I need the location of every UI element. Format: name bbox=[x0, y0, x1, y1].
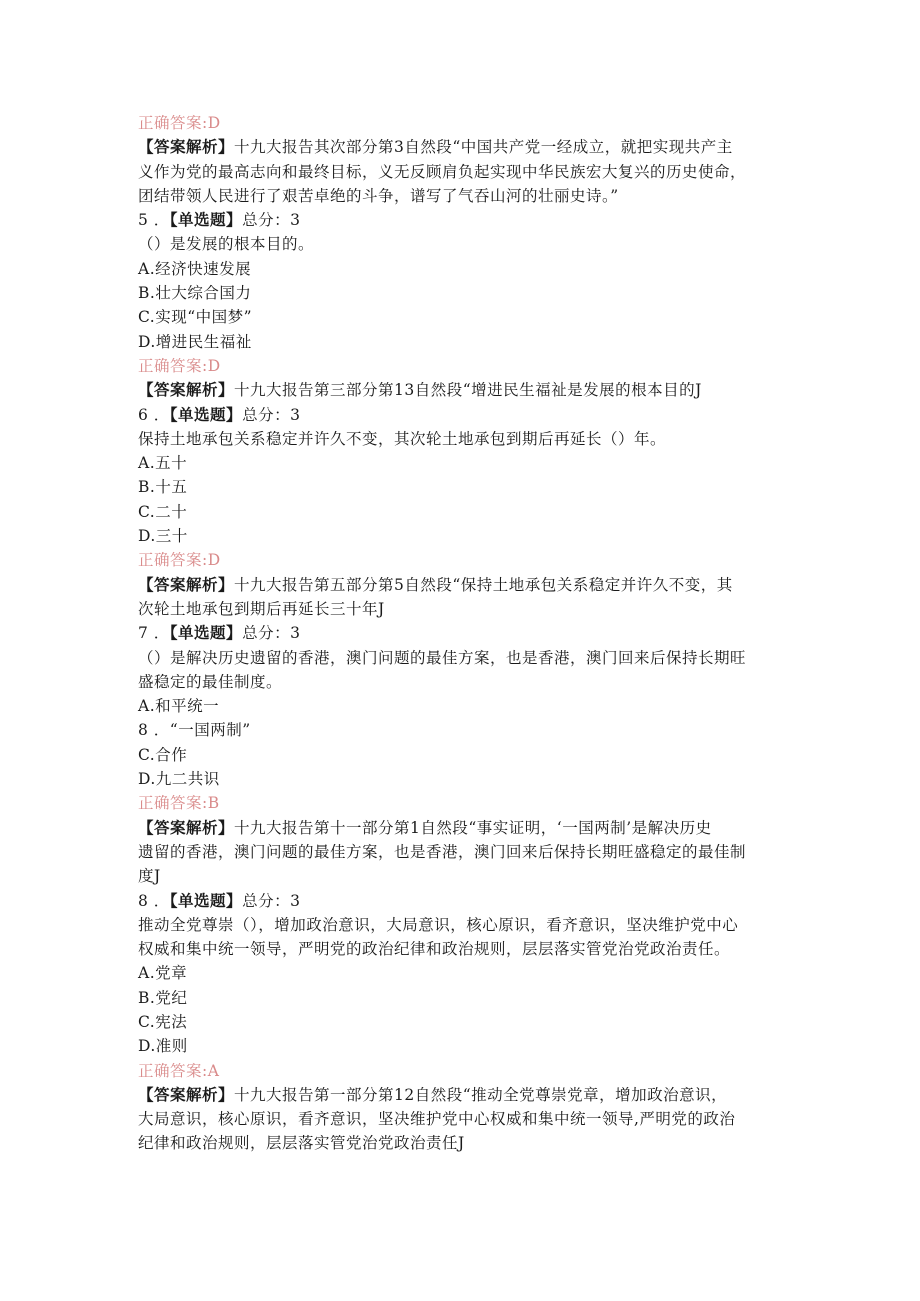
question-score: 总分：3 bbox=[242, 624, 301, 643]
explanation-label: 【答案解析】 bbox=[138, 574, 235, 594]
question-number: 7 ． bbox=[138, 624, 170, 643]
question-number: 6 ． bbox=[138, 405, 170, 424]
option-item: A.五十 bbox=[138, 454, 188, 473]
explanation-line bbox=[138, 573, 788, 597]
option-item: C.宪法 bbox=[138, 1012, 188, 1031]
explanation-label: 【答案解析】 bbox=[138, 1084, 235, 1104]
question-header bbox=[138, 208, 788, 232]
explanation-line: 义作为党的最高志向和最终目标，义无反顾肩负起实现中华民族宏大复兴的历史使命， bbox=[138, 162, 747, 181]
option-item: A.经济快速发展 bbox=[138, 259, 252, 278]
question-header bbox=[138, 889, 788, 913]
question-score: 总分：3 bbox=[242, 211, 301, 230]
option-item: D.增进民生福祉 bbox=[138, 332, 252, 351]
question-stem: （）是发展的根本目的。 bbox=[138, 235, 315, 254]
question-score: 总分：3 bbox=[242, 405, 301, 424]
explanation-line bbox=[138, 135, 788, 159]
explanation-label: 【答案解析】 bbox=[138, 380, 235, 400]
explanation-text: 十九大报告第一部分第12自然段“推动全党尊崇党章，增加政治意识， bbox=[234, 1085, 728, 1104]
answer-line: 正确答案:D bbox=[138, 114, 221, 132]
explanation-line bbox=[138, 816, 788, 840]
option-item: D.九二共识 bbox=[138, 770, 220, 789]
question-type-tag: 【单选题】 bbox=[169, 210, 243, 230]
answer-line: 正确答案:D bbox=[138, 356, 221, 375]
option-item: C.实现“中国梦” bbox=[138, 308, 253, 327]
explanation-text: 十九大报告其次部分第3自然段“中国共产党一经成立，就把实现共产主 bbox=[234, 138, 733, 157]
question-number: 8 ． bbox=[138, 891, 170, 910]
question-score: 总分：3 bbox=[242, 891, 301, 910]
option-item: A.和平统一 bbox=[138, 697, 220, 716]
explanation-line: 团结带领人民进行了艰苦卓绝的斗争，谱写了气吞山河的壮丽史诗。” bbox=[138, 186, 619, 205]
answer-line: 正确答案:B bbox=[138, 794, 220, 813]
explanation-line: 次轮土地承包到期后再延长三十年J bbox=[138, 599, 385, 618]
explanation-line bbox=[138, 378, 788, 402]
question-stem: 推动全党尊崇（），增加政治意识，大局意识，核心原识，看齐意识，坚决维护党中心 bbox=[138, 915, 739, 934]
explanation-line bbox=[138, 1083, 788, 1107]
option-item: A.党章 bbox=[138, 964, 188, 983]
answer-line: 正确答案:A bbox=[138, 1061, 220, 1080]
option-item: 8 ．“一国两制” bbox=[138, 721, 251, 740]
content-column bbox=[138, 111, 788, 1156]
option-item: C.二十 bbox=[138, 502, 188, 521]
question-header bbox=[138, 403, 788, 427]
answer-line: 正确答案:D bbox=[138, 551, 221, 570]
question-type-tag: 【单选题】 bbox=[169, 890, 243, 910]
question-stem: （）是解决历史遗留的香港，澳门问题的最佳方案，也是香港，澳门回来后保持长期旺 bbox=[138, 648, 747, 667]
explanation-line: 大局意识，核心原识，看齐意识，坚决维护党中心权威和集中统一领导,严明党的政治 bbox=[138, 1110, 736, 1129]
option-item: B.党纪 bbox=[138, 988, 188, 1007]
option-item: D.三十 bbox=[138, 527, 188, 546]
option-item: C.合作 bbox=[138, 745, 188, 764]
question-number: 5 ． bbox=[138, 211, 170, 230]
question-stem: 盛稳定的最佳制度。 bbox=[138, 672, 283, 691]
question-type-tag: 【单选题】 bbox=[169, 623, 243, 643]
option-item: D.准则 bbox=[138, 1037, 188, 1056]
explanation-text: 十九大报告第十一部分第1自然段“事实证明，‘一国两制’是解决历史 bbox=[234, 818, 712, 837]
explanation-label: 【答案解析】 bbox=[138, 137, 235, 157]
option-item: B.十五 bbox=[138, 478, 188, 497]
explanation-label: 【答案解析】 bbox=[138, 817, 235, 837]
option-item: B.壮大综合国力 bbox=[138, 284, 252, 303]
question-stem: 保持土地承包关系稳定并许久不变，其次轮土地承包到期后再延长（）年。 bbox=[138, 429, 667, 448]
question-header bbox=[138, 621, 788, 645]
explanation-line: 度J bbox=[138, 867, 161, 886]
question-type-tag: 【单选题】 bbox=[169, 404, 243, 424]
explanation-line: 纪律和政治规则，层层落实管党治党政治责任J bbox=[138, 1134, 465, 1153]
question-stem: 权威和集中统一领导，严明党的政治纪律和政治规则，层层落实管党治党政治责任。 bbox=[138, 940, 731, 959]
explanation-line: 遗留的香港，澳门问题的最佳方案，也是香港，澳门回来后保持长期旺盛稳定的最佳制 bbox=[138, 842, 747, 861]
explanation-text: 十九大报告第五部分第5自然段“保持土地承包关系稳定并许久不变，其 bbox=[234, 575, 733, 594]
explanation-text: 十九大报告第三部分第13自然段“增进民生福祉是发展的根本目的J bbox=[234, 381, 702, 400]
